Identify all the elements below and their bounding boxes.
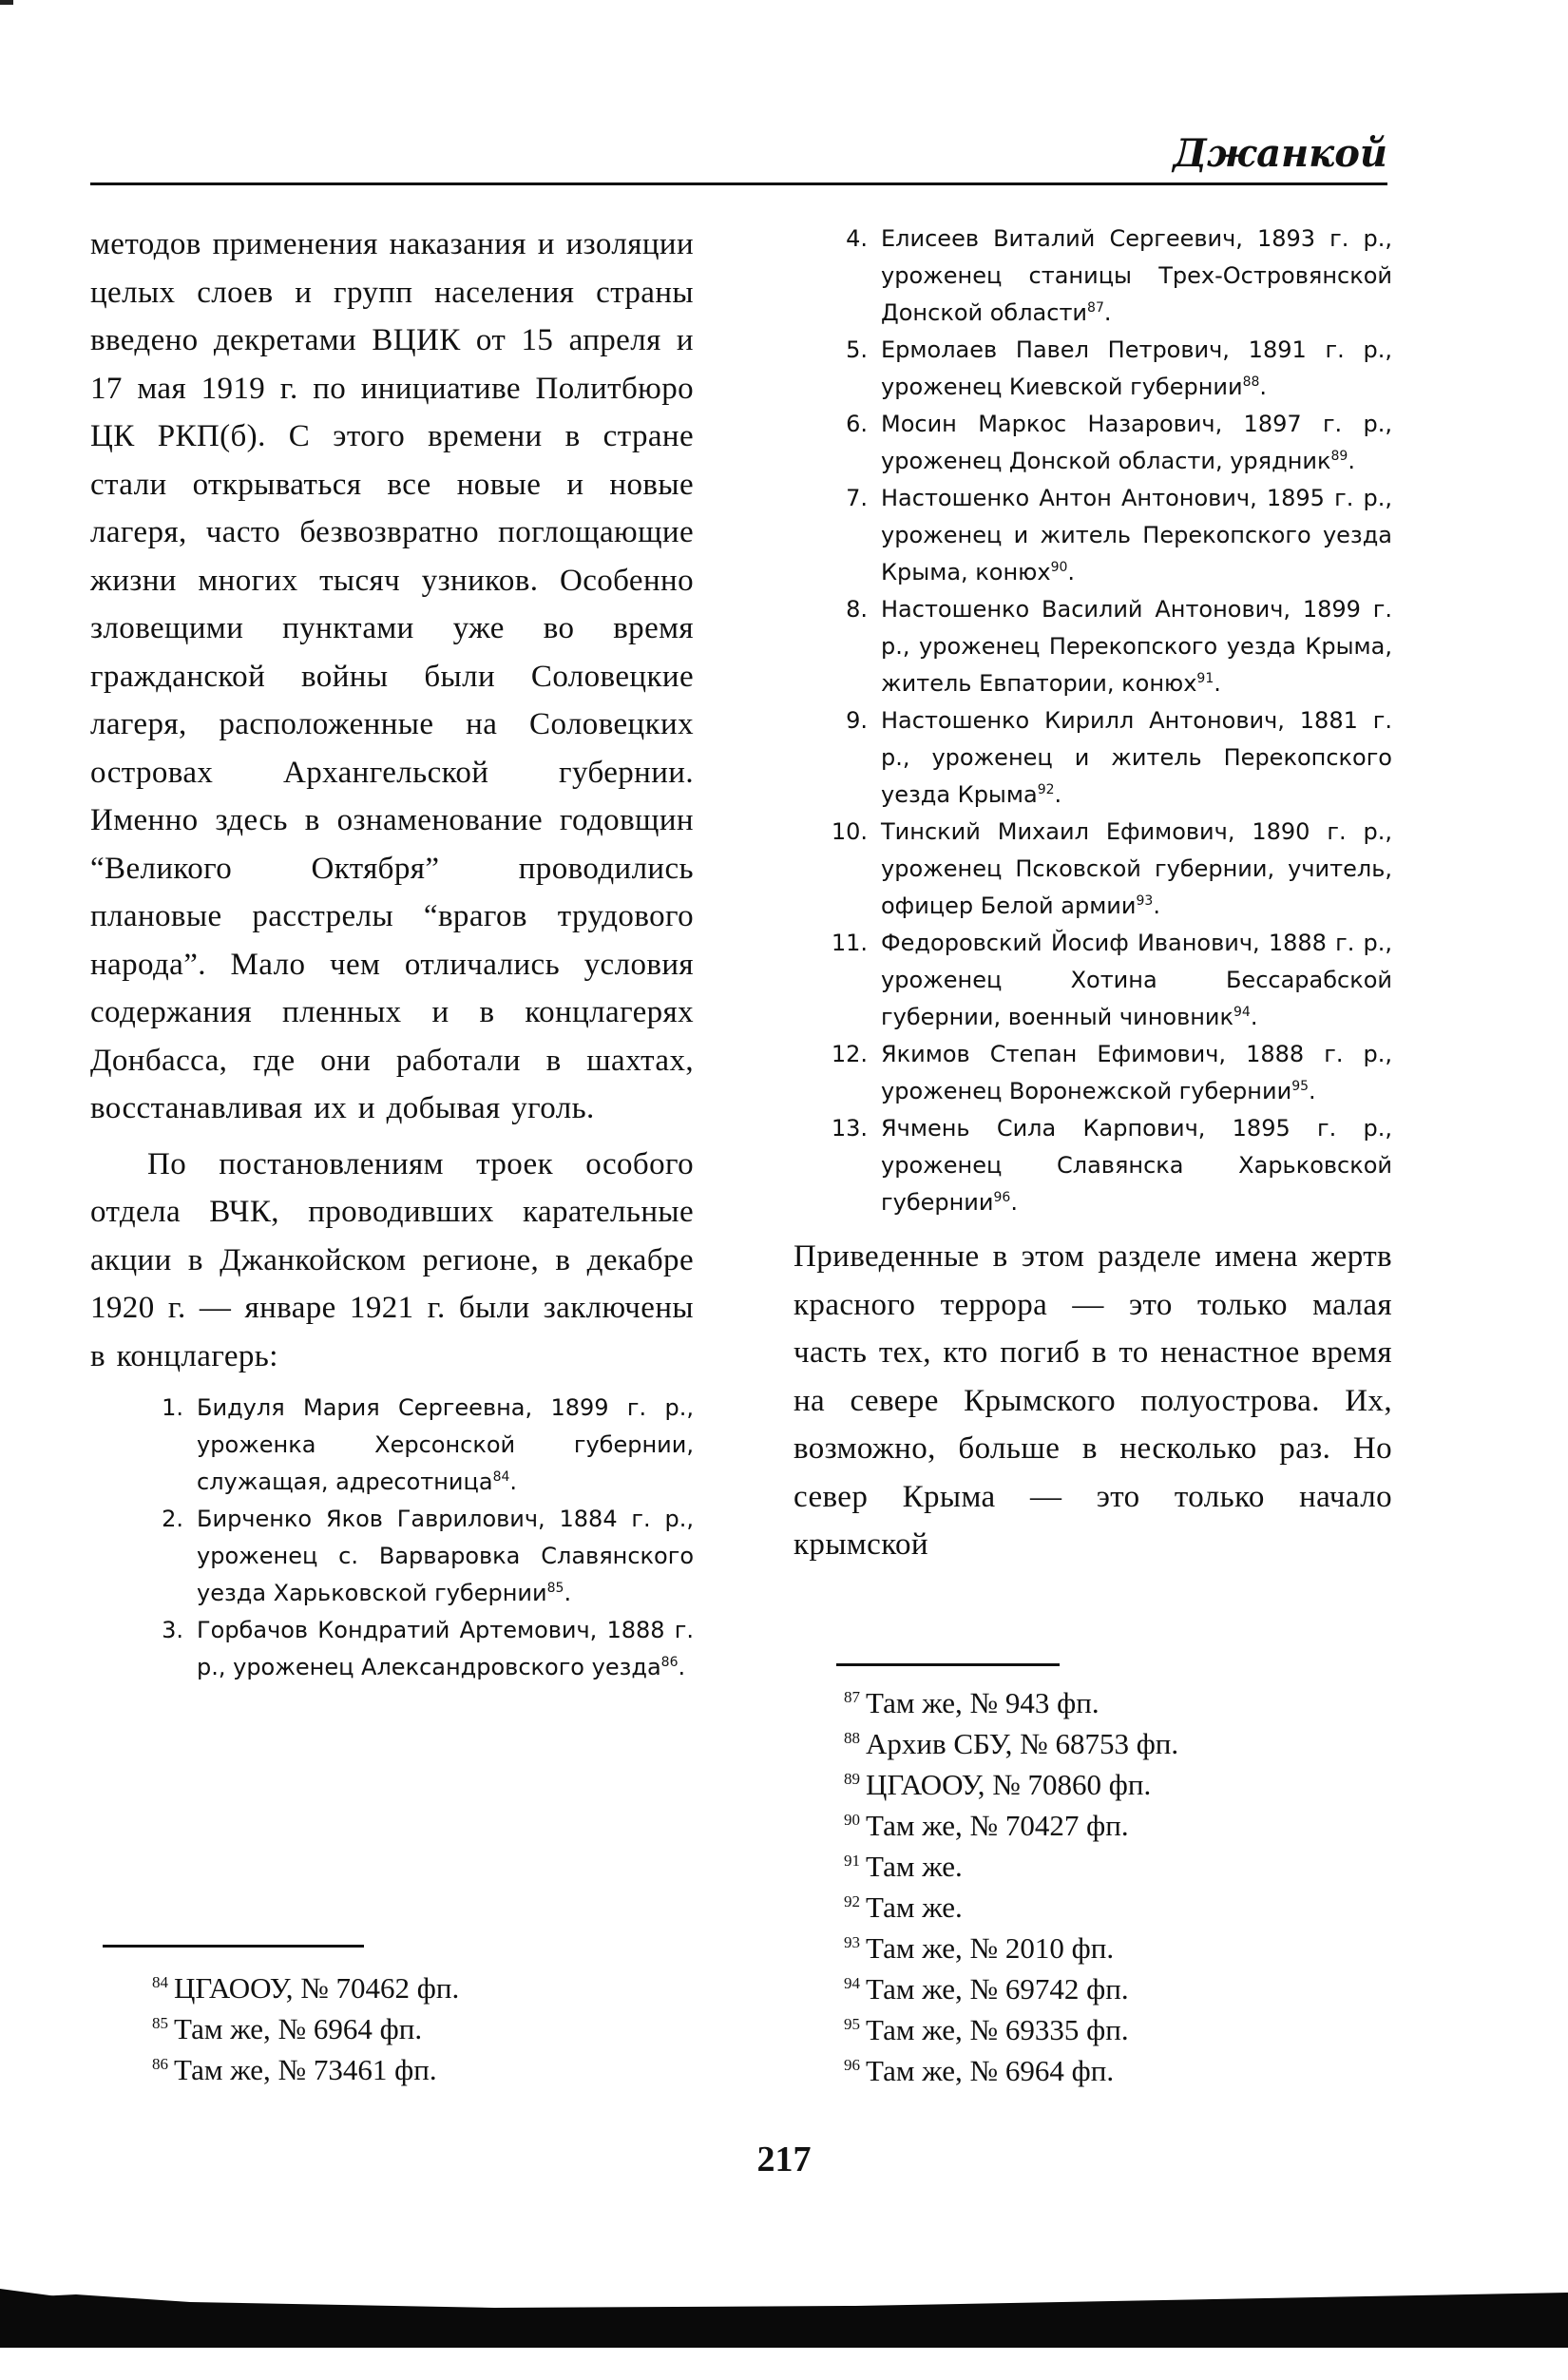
list-item: 12. Якимов Степан Ефимович, 1888 г. р., уроженец Воронежской губернии$^{95}$. (831, 1041, 1392, 1104)
footnote: $^{91}$ Там же. (844, 1850, 963, 1883)
footnote: $^{96}$ Там же, № 6964 фп. (844, 2054, 1115, 2087)
footnote: $^{90}$ Там же, № 70427 фп. (844, 1809, 1129, 1842)
list-item: 2. Бирченко Яков Гаврилович, 1884 г. р., уроженец с. Варваровка Славянского уезда Харьковской губернии$^{85}$. (162, 1506, 694, 1606)
list-item: 13. Ячмень Сила Карпович, 1895 г. р., уроженец Славянска Харьковской губернии$^{96}$. (831, 1115, 1392, 1216)
footnote-rule-right (836, 1663, 1060, 1666)
list-item: 5. Ермолаев Павел Петрович, 1891 г. р., уроженец Киевской губернии$^{88}$. (846, 336, 1392, 400)
footnote-ref: 92 (1037, 782, 1055, 797)
footnote-ref: 87 (1087, 300, 1104, 316)
footnotes-right (844, 1682, 1178, 2091)
list-item: 10. Тинский Михаил Ефимович, 1890 г. р., уроженец Псковской губернии, учитель, офицер Белой армии$^{93}$. (831, 818, 1392, 919)
left-paragraph-1: методов применения наказания и изоляции целых слоев и групп населения страны введено декретами ВЦИК от 15 апреля и 17 мая 1919 г. по инициативе Политбюро ЦК РКП(б). С этого времени в стране стали открываться все новые и новые лагеря, часто безвозвратно поглощающие жизни многих тысяч узников. Особенно зловещими пунктами уже во время гражданской войны были Соловецкие лагеря, расположенные на Соловецких островах Архангельской губернии. Именно здесь в ознаменование годовщин “Великого Октября” проводились плановые расстрелы “врагов трудового народа”. Мало чем отличались условия содержания пленных и в концлагерях Донбасса, где они работали в шахтах, восстанавливая их и добывая уголь. (90, 227, 694, 1125)
footnote: $^{88}$ Архив СБУ, № 68753 фп. (844, 1727, 1179, 1760)
scan-bottom-edge (0, 2289, 1568, 2348)
victims-list-right (794, 221, 1392, 1221)
footnote: $^{86}$ Там же, № 73461 фп. (152, 2053, 437, 2086)
footnote-rule-left (103, 1945, 364, 1948)
page-number: 217 (756, 2140, 812, 2179)
list-item: 6. Мосин Маркос Назарович, 1897 г. р., уроженец Донской области, урядник$^{89}$. (846, 411, 1392, 474)
left-paragraph-2: По постановлениям троек особого отдела ВЧК, проводивших карательные акции в Джанкойском регионе, в декабре 1920 г. — январе 1921 г. были заключены в концлагерь: (90, 1146, 694, 1373)
footnote: $^{87}$ Там же, № 943 фп. (844, 1686, 1100, 1719)
footnote-ref: 93 (1136, 893, 1154, 909)
footnote-ref: 91 (1196, 671, 1214, 686)
list-item: 7. Настошенко Антон Антонович, 1895 г. р., уроженец и житель Перекопского уезда Крыма, конюх$^{90}$. (846, 485, 1392, 585)
footnote: $^{92}$ Там же. (844, 1891, 963, 1924)
list-item: 8. Настошенко Василий Антонович, 1899 г. р., уроженец Перекопского уезда Крыма, житель Евпатории, конюх$^{91}$. (846, 596, 1392, 697)
footnote: $^{95}$ Там же, № 69335 фп. (844, 2013, 1129, 2046)
footnote: $^{85}$ Там же, № 6964 фп. (152, 2012, 423, 2045)
footnotes-left (152, 1967, 459, 2090)
footnote-ref: 86 (660, 1655, 679, 1670)
footnote-ref: 96 (993, 1190, 1011, 1205)
list-item: 1. Бидуля Мария Сергеевна, 1899 г. р., уроженка Херсонской губернии, служащая, адресотница$^{84}$. (162, 1394, 694, 1495)
footnote: $^{93}$ Там же, № 2010 фп. (844, 1931, 1115, 1965)
scan-corner-mark (0, 0, 13, 5)
right-column (794, 221, 1392, 1569)
running-head-title: Джанкой (1173, 131, 1387, 176)
left-column (90, 221, 694, 1686)
footnote-ref: 88 (1242, 374, 1260, 390)
footnote-ref: 95 (1291, 1079, 1310, 1094)
victims-list-left (90, 1390, 694, 1686)
footnote: $^{89}$ ЦГАООУ, № 70860 фп. (844, 1768, 1152, 1801)
footnote: $^{94}$ Там же, № 69742 фп. (844, 1972, 1129, 2006)
footnote-ref: 85 (546, 1581, 564, 1596)
header-rule (90, 182, 1387, 185)
list-item: 4. Елисеев Виталий Сергеевич, 1893 г. р., уроженец станицы Трех-Островянской Донской области$^{87}$. (846, 225, 1392, 326)
footnote-ref: 84 (492, 1469, 510, 1485)
list-item: 9. Настошенко Кирилл Антонович, 1881 г. р., уроженец и житель Перекопского уезда Крыма$^{92}$. (846, 707, 1392, 808)
list-item: 11. Федоровский Йосиф Иванович, 1888 г. р., уроженец Хотина Бессарабской губернии, военный чиновник$^{94}$. (831, 930, 1392, 1030)
footnote-ref: 90 (1050, 560, 1068, 575)
list-item: 3. Горбачов Кондратий Артемович, 1888 г. р., уроженец Александровского уезда$^{86}$. (162, 1617, 694, 1680)
right-paragraph: Приведенные в этом разделе имена жертв красного террора — это только малая часть тех, кто погиб в то ненастное время на севере Крымского полуострова. Их, возможно, больше в несколько раз. Но север Крыма — это только начало крымской (794, 1239, 1392, 1562)
footnote-ref: 89 (1330, 449, 1348, 464)
footnote: $^{84}$ ЦГАООУ, № 70462 фп. (152, 1971, 460, 2005)
footnote-ref: 94 (1233, 1005, 1251, 1020)
